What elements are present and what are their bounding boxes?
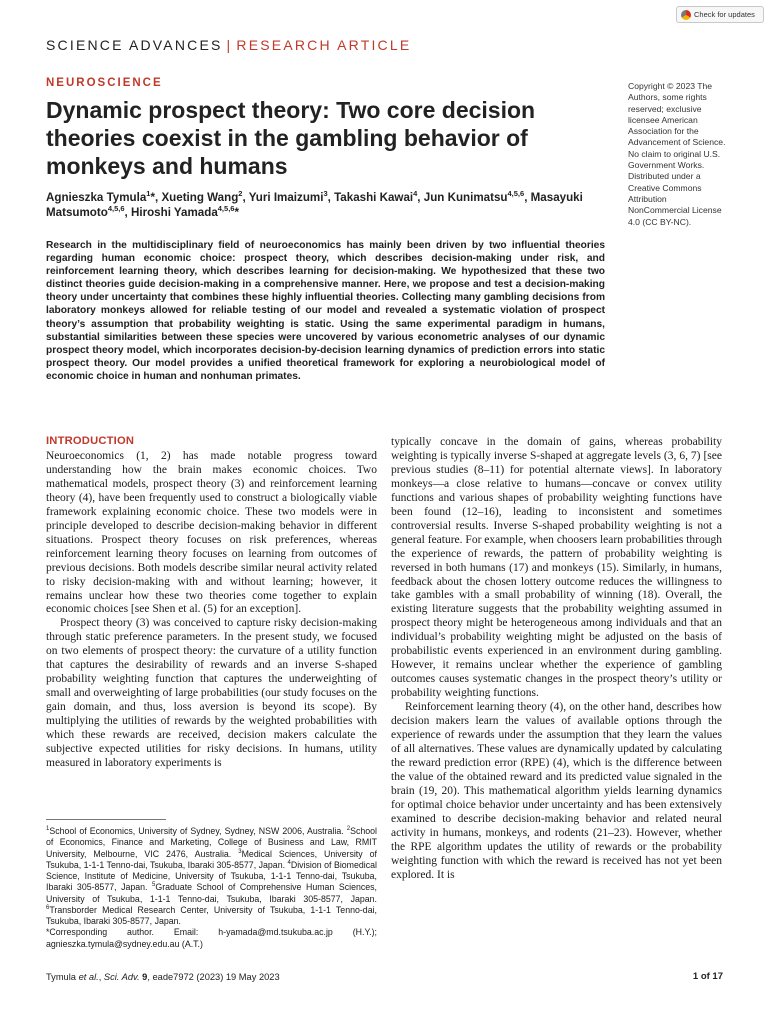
section-label: NEUROSCIENCE bbox=[46, 77, 163, 89]
footer-volume: 9 bbox=[142, 972, 148, 982]
corresponding-author: *Corresponding author. Email: h-yamada@md.tsukuba.ac.jp (H.Y.); agnieszka.tymula@sydney.edu.au (A.T.) bbox=[46, 927, 377, 949]
author-name: Hiroshi Yamada bbox=[130, 206, 218, 219]
footer-citation: Tymula et al., Sci. Adv. 9, eade7972 (2023) 19 May 2023 bbox=[46, 972, 280, 982]
author-affiliation: 4,5,6 bbox=[217, 204, 235, 214]
check-for-updates-button[interactable] bbox=[676, 6, 764, 23]
author-affiliation: 3 bbox=[323, 189, 328, 199]
author-name: Takashi Kawai bbox=[334, 191, 414, 204]
intro-paragraph-3: typically concave in the domain of gains, whereas probability weighting is typically inverse S-shaped at aggregate levels (3, 6, 7) [see previous studies (8–11) for potential alternate views]. In laboratory monkeys—a close relative to humans—concave or convex utility functions and various shapes of probability weighting functions have been found (12–16), leading to inconsistent and sometimes controversial results. Inverse S-shaped probability weighting is not a general feature. For example, when choosers learn probabilities through the experience of rewards, the pattern of probability weighting is reversed in both humans (17) and monkeys (15). Similarly, in humans, feedback about the chosen lottery outcome reduces the willingness to take gambles with a small probability of winning (18). Overall, the existing literature suggests that the probability weighting assumed in prospect theory might be heterogeneous among individuals and that an individual’s probability weighting might be adjusted on the basis of probabilistic events experienced in an environment during gambling. However, it remains unclear whether the experience of gambling outcomes causes systematic changes in the prospect theory’s utility or probability weighting functions. bbox=[391, 436, 722, 700]
author bbox=[161, 191, 242, 204]
header-separator: | bbox=[226, 37, 233, 53]
article-type: RESEARCH ARTICLE bbox=[236, 37, 412, 53]
corresponding-mark: * bbox=[234, 206, 239, 219]
author bbox=[46, 191, 155, 204]
footer-details: , eade7972 (2023) 19 May 2023 bbox=[147, 972, 280, 982]
affiliation-5: Graduate School of Comprehensive Human Sciences, University of Tsukuba, 1-1-1 Tenno-dai, Tsukuba, Ibaraki 305-8577, Japan. bbox=[46, 882, 377, 904]
footer-authors: Tymula bbox=[46, 972, 76, 982]
copyright-notice: Copyright © 2023 The Authors, some rights reserved; exclusive licensee American Association for the Advancement of Science. No claim to original U.S. Government Works. Distributed under a Creative Commons Attribution NonCommercial License 4.0 (CC BY-NC). bbox=[628, 81, 726, 227]
journal-name: SCIENCE ADVANCES bbox=[46, 37, 223, 53]
introduction-heading: INTRODUCTION bbox=[46, 435, 135, 447]
affiliation-1: School of Economics, University of Sydney, Sydney, NSW 2006, Australia. bbox=[49, 826, 344, 836]
intro-paragraph-4: Reinforcement learning theory (4), on the other hand, describes how decision makers learn the values of available options through the experience of rewards under the assumption that they learn the values of all alternatives. These values are dynamically updated by calculating the reward prediction error (RPE) (4), which is the difference between the value of the obtained reward and its predicted value signaled in the brain (19, 20). This mathematical algorithm yields learning dynamics for optimal choice behavior under uncertainty and has been extensively examined to describe decision-making behavior and related neural activity in humans, monkeys, and rodents (21–23). However, whether the RPE algorithm updates the utility of rewards or the probability weighting function with which the reward is received has not yet been explored. It is bbox=[391, 701, 722, 881]
author-affiliation: 1 bbox=[146, 189, 151, 199]
intro-paragraph-2: Prospect theory (3) was conceived to capture risky decision-making through static preference parameters. In the present study, we focused on two elements of prospect theory: the curvature of a utility function that captures the desirability of rewards and an inverse S-shaped probability weighting function that captures the underweighting of small and overweighting of large probabilities (our study focuses on the gain domain, and thus, loss aversion is beyond its scope). By multiplying the utilities of rewards by the weighted probabilities with which these rewards are received, decision makers calculate the subjective expected utilities for risky decisions. In humans, utility measured in laboratory experiments is bbox=[46, 617, 377, 769]
author-name: Agnieszka Tymula bbox=[46, 191, 147, 204]
author-affiliation: 2 bbox=[238, 189, 243, 199]
crossmark-icon bbox=[681, 10, 691, 20]
check-for-updates-label: Check for updates bbox=[694, 10, 755, 19]
corresponding-mark: * bbox=[150, 191, 155, 204]
affiliation-6: Transborder Medical Research Center, University of Tsukuba, 1-1-1 Tenno-dai, Tsukuba, Ibaraki 305-8577, Japan. bbox=[46, 904, 377, 926]
author bbox=[334, 191, 417, 204]
author-affiliation: 4,5,6 bbox=[107, 204, 125, 214]
affiliation-footnotes bbox=[46, 826, 377, 950]
affiliation-3: Medical Sciences, University of Tsukuba, 1-1-1 Tenno-dai, Tsukuba, Ibaraki 305-8577, Japan. bbox=[46, 848, 377, 870]
author bbox=[424, 191, 524, 204]
author-name: Masayuki Matsumoto bbox=[46, 191, 583, 219]
author-affiliation: 4 bbox=[413, 189, 418, 199]
affiliation-2: School of Economics, Finance and Marketing, College of Business and Law, RMIT University, Melbourne, VIC 2476, Australia. bbox=[46, 826, 377, 859]
abstract: Research in the multidisciplinary field of neuroeconomics has mainly been driven by two influential theories regarding human economic choice: prospect theory, which describes decision-making under risk, and reinforcement learning theory, which describes learning for decision-making. We hypothesized that these two distinct theories guide decision-making in a comprehensive manner. Here, we propose and test a decision-making theory under uncertainty that combines these highly influential theories. Collecting many gambling decisions from laboratory monkeys allowed for reliable testing of our model and revealed a systematic violation of prospect theory’s assumption that probability weighting is static. Using the same experimental paradigm in humans, substantial similarities between these species were uncovered by various econometric analyses of our dynamic prospect theory model, which incorporates decision-by-decision learning dynamics of prediction errors into static prospect theory. Our model provides a unified theoretical framework for exploring a neurobiological model of economic choice in human and nonhuman primates. bbox=[46, 240, 605, 382]
affiliations: $^1$School of Economics, University of Sydney, Sydney, NSW 2006, Australia. $^2$School of Economics, Finance and Marketing, College of Business and Law, RMIT University, Melbourne, VIC 2476, Australia. $^3$Medical Sciences, University of Tsukuba, 1-1-1 Tenno-dai, Tsukuba, Ibaraki 305-8577, Japan. $^4$Division of Biomedical Science, Institute of Medicine, University of Tsukuba, 1-1-1 Tenno-dai, Tsukuba, Ibaraki 305-8577, Japan. $^5$Graduate School of Comprehensive Human Sciences, University of Tsukuba, 1-1-1 Tenno-dai, Tsukuba, Ibaraki 305-8577, Japan. $^6$Transborder Medical Research Center, University of Tsukuba, 1-1-1 Tenno-dai, Tsukuba, Ibaraki 305-8577, Japan. bbox=[46, 826, 377, 926]
footer-journal: Sci. Adv. bbox=[103, 972, 140, 982]
intro-paragraph-1: Neuroeconomics (1, 2) has made notable progress toward understanding how the brain makes economic choices. Two mathematical models, prospect theory (3) and reinforcement learning theory (4), have been frequently used to construct a biologically viable framework explaining economic choice. These two models were in principle developed to describe decision-making behavior in different situations. Prospect theory focuses on risk preferences, whereas reinforcement learning theory focuses on learning from outcomes of previous decisions. Both models describe similar neural activity related to risky decision-making with and without learning; however, it remains unclear how these two theories come together to explain economic choices [see Shen et al. (5) for an exception]. bbox=[46, 450, 377, 616]
author-affiliation: 4,5,6 bbox=[507, 189, 525, 199]
author-list: Agnieszka Tymula$^1$*, Xueting Wang$^2$, Yuri Imaizumi$^3$, Takashi Kawai$^4$, Jun Kunimatsu$^{4,5,6}$, Masayuki Matsumoto$^{4,5,6}$, Hiroshi Yamada$^{4,5,6}$* bbox=[46, 189, 583, 219]
footer-etal: et al. bbox=[78, 972, 99, 982]
author-name: Yuri Imaizumi bbox=[248, 191, 324, 204]
journal-header bbox=[46, 37, 411, 53]
article-title: Dynamic prospect theory: Two core decision theories coexist in the gambling behavior of monkeys and humans bbox=[46, 97, 536, 179]
page-number: 1 of 17 bbox=[692, 971, 723, 982]
right-column bbox=[391, 436, 722, 883]
author-name: Jun Kunimatsu bbox=[423, 191, 508, 204]
author bbox=[249, 191, 328, 204]
author bbox=[131, 206, 239, 219]
affiliation-4: Division of Biomedical Science, Institute of Medicine, University of Tsukuba, 1-1-1 Tenno-dai, Tsukuba, Ibaraki 305-8577, Japan. bbox=[46, 859, 377, 893]
left-column bbox=[46, 450, 377, 771]
author-name: Xueting Wang bbox=[161, 191, 239, 204]
footnote-divider bbox=[46, 819, 166, 820]
